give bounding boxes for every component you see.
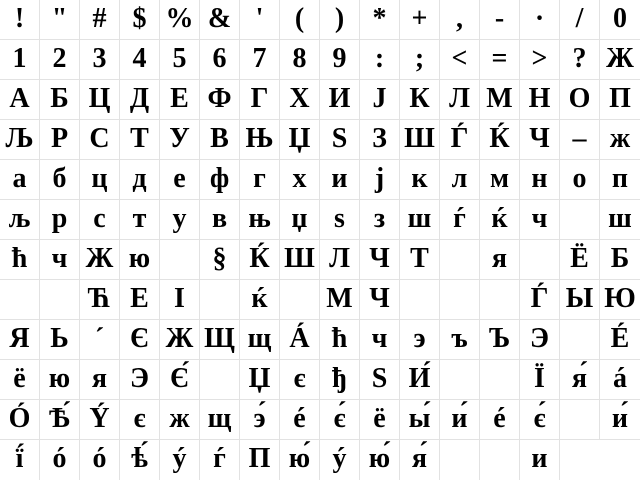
- glyph-cell[interactable]: ´: [80, 320, 120, 359]
- glyph-cell[interactable]: -: [480, 0, 520, 39]
- glyph-cell[interactable]: ј: [360, 160, 400, 199]
- glyph-cell[interactable]: у: [160, 200, 200, 239]
- glyph-cell[interactable]: [400, 280, 440, 319]
- glyph-cell[interactable]: г: [240, 160, 280, 199]
- glyph-cell[interactable]: Е: [120, 280, 160, 319]
- glyph-cell[interactable]: /: [560, 0, 600, 39]
- glyph-cell[interactable]: в: [200, 200, 240, 239]
- glyph-cell[interactable]: є: [120, 400, 160, 439]
- glyph-row: [0, 160, 640, 200]
- glyph-cell[interactable]: Ѣ́: [40, 400, 80, 439]
- glyph-cell[interactable]: Ј: [360, 80, 400, 119]
- glyph-cell[interactable]: [480, 280, 520, 319]
- glyph-cell[interactable]: Ѓ: [440, 120, 480, 159]
- glyph-cell[interactable]: К: [400, 80, 440, 119]
- glyph-cell[interactable]: Ь: [40, 320, 80, 359]
- glyph-cell[interactable]: Ж: [160, 320, 200, 359]
- glyph-cell[interactable]: д: [120, 160, 160, 199]
- glyph-cell[interactable]: ѓ: [440, 200, 480, 239]
- glyph-cell[interactable]: (: [280, 0, 320, 39]
- glyph-cell[interactable]: њ: [240, 200, 280, 239]
- glyph-cell[interactable]: 0: [613, 3, 627, 34]
- glyph-cell[interactable]: Љ: [0, 120, 40, 159]
- glyph-cell[interactable]: З: [360, 120, 400, 159]
- glyph-cell[interactable]: и: [520, 440, 560, 480]
- glyph-cell[interactable]: е: [160, 160, 200, 199]
- glyph-cell[interactable]: ю: [40, 360, 80, 399]
- glyph-cell[interactable]: ж: [609, 123, 631, 154]
- glyph-cell[interactable]: к: [400, 160, 440, 199]
- glyph-cell[interactable]: ё: [360, 400, 400, 439]
- glyph-cell[interactable]: #: [80, 0, 120, 39]
- glyph-cell[interactable]: –: [560, 120, 600, 159]
- glyph-cell[interactable]: э: [400, 320, 440, 359]
- glyph-cell[interactable]: 4: [120, 40, 160, 79]
- glyph-cell[interactable]: :: [360, 40, 400, 79]
- glyph-cell[interactable]: љ: [0, 200, 40, 239]
- glyph-cell[interactable]: ђ: [320, 360, 360, 399]
- glyph-cell[interactable]: о: [560, 160, 600, 199]
- glyph-cell[interactable]: ю: [120, 240, 160, 279]
- glyph-cell[interactable]: Т: [120, 120, 160, 159]
- glyph-cell[interactable]: м: [480, 160, 520, 199]
- glyph-cell[interactable]: Ш: [280, 240, 320, 279]
- glyph-cell[interactable]: §: [200, 240, 240, 279]
- glyph-cell[interactable]: Є: [120, 320, 160, 359]
- glyph-cell[interactable]: џ: [280, 200, 320, 239]
- glyph-cell[interactable]: [40, 280, 80, 319]
- glyph-cell[interactable]: [440, 240, 480, 279]
- glyph-cell[interactable]: И: [320, 80, 360, 119]
- glyph-cell[interactable]: ч: [40, 240, 80, 279]
- glyph-cell[interactable]: с: [80, 200, 120, 239]
- glyph-cell[interactable]: Џ: [240, 360, 280, 399]
- glyph-row: [0, 440, 640, 480]
- glyph-cell[interactable]: Щ: [200, 320, 240, 359]
- glyph-cell[interactable]: Ч: [360, 280, 400, 319]
- glyph-cell[interactable]: É: [610, 323, 630, 354]
- glyph-cell[interactable]: Ц: [80, 80, 120, 119]
- glyph-row: [0, 360, 640, 400]
- glyph-cell[interactable]: Є́: [160, 360, 200, 399]
- glyph-cell[interactable]: Ќ: [480, 120, 520, 159]
- glyph-cell[interactable]: ,: [440, 0, 480, 39]
- glyph-cell[interactable]: Ѓ: [520, 280, 560, 319]
- glyph-cell[interactable]: я: [480, 240, 520, 279]
- glyph-cell[interactable]: ц: [80, 160, 120, 199]
- glyph-cell[interactable]: є́: [320, 400, 360, 439]
- glyph-cell[interactable]: є́: [520, 400, 560, 439]
- glyph-cell[interactable]: <: [440, 40, 480, 79]
- glyph-row: [0, 80, 640, 120]
- glyph-cell[interactable]: ќ: [240, 280, 280, 319]
- glyph-cell[interactable]: ?: [560, 40, 600, 79]
- glyph-cell[interactable]: Э: [520, 320, 560, 359]
- glyph-cell[interactable]: ж: [160, 400, 200, 439]
- glyph-cell[interactable]: Ѕ: [320, 120, 360, 159]
- glyph-cell[interactable]: ч: [360, 320, 400, 359]
- glyph-cell[interactable]: Б: [40, 80, 80, 119]
- glyph-cell[interactable]: [440, 280, 480, 319]
- glyph-cell[interactable]: [560, 440, 640, 480]
- glyph-cell[interactable]: Е: [160, 80, 200, 119]
- glyph-cell[interactable]: ': [240, 0, 280, 39]
- glyph-cell[interactable]: [480, 360, 520, 399]
- glyph-cell[interactable]: Ж: [80, 240, 120, 279]
- glyph-cell[interactable]: [440, 440, 480, 480]
- glyph-cell[interactable]: з: [360, 200, 400, 239]
- glyph-row: [0, 200, 640, 240]
- glyph-cell[interactable]: ): [320, 0, 360, 39]
- glyph-cell[interactable]: Л: [320, 240, 360, 279]
- glyph-cell[interactable]: Ї: [520, 360, 560, 399]
- glyph-cell[interactable]: щ: [240, 320, 280, 359]
- glyph-cell[interactable]: ý: [320, 440, 360, 480]
- glyph-cell[interactable]: [200, 360, 240, 399]
- glyph-cell[interactable]: ḯ: [0, 440, 40, 480]
- glyph-cell[interactable]: &: [200, 0, 240, 39]
- glyph-cell[interactable]: ы́: [400, 400, 440, 439]
- glyph-cell[interactable]: !: [0, 0, 40, 39]
- glyph-cell[interactable]: Л: [440, 80, 480, 119]
- glyph-cell[interactable]: ч: [520, 200, 560, 239]
- glyph-cell[interactable]: ћ: [0, 240, 40, 279]
- glyph-cell[interactable]: Ъ: [480, 320, 520, 359]
- glyph-cell[interactable]: [560, 200, 600, 239]
- glyph-cell[interactable]: ё: [0, 360, 40, 399]
- glyph-cell[interactable]: Ó: [0, 400, 40, 439]
- glyph-cell[interactable]: э́: [240, 400, 280, 439]
- glyph-cell[interactable]: Ж: [606, 43, 634, 74]
- glyph-cell[interactable]: +: [400, 0, 440, 39]
- glyph-cell[interactable]: [440, 360, 480, 399]
- glyph-cell[interactable]: І: [160, 280, 200, 319]
- glyph-cell[interactable]: Ч: [520, 120, 560, 159]
- glyph-cell[interactable]: 8: [280, 40, 320, 79]
- glyph-cell[interactable]: п: [611, 163, 629, 194]
- glyph-cell[interactable]: М: [480, 80, 520, 119]
- glyph-cell[interactable]: У: [160, 120, 200, 159]
- glyph-cell[interactable]: Б: [610, 243, 630, 274]
- glyph-cell[interactable]: 6: [200, 40, 240, 79]
- glyph-cell[interactable]: б: [40, 160, 80, 199]
- glyph-cell[interactable]: Ќ: [240, 240, 280, 279]
- glyph-cell[interactable]: é: [480, 400, 520, 439]
- glyph-cell[interactable]: 2: [40, 40, 80, 79]
- glyph-cell[interactable]: ш: [400, 200, 440, 239]
- glyph-cell[interactable]: И́: [400, 360, 440, 399]
- glyph-cell[interactable]: и: [320, 160, 360, 199]
- glyph-cell[interactable]: Г: [240, 80, 280, 119]
- glyph-cell[interactable]: Н: [520, 80, 560, 119]
- glyph-cell[interactable]: [560, 320, 600, 359]
- glyph-cell[interactable]: ó: [40, 440, 80, 480]
- glyph-cell[interactable]: я́: [400, 440, 440, 480]
- glyph-cell[interactable]: ;: [400, 40, 440, 79]
- glyph-cell[interactable]: Á: [280, 320, 320, 359]
- glyph-cell[interactable]: $: [120, 0, 160, 39]
- glyph-cell[interactable]: ·: [520, 0, 560, 39]
- glyph-row: [0, 120, 640, 160]
- glyph-cell[interactable]: *: [360, 0, 400, 39]
- glyph-row: [0, 400, 640, 440]
- glyph-cell[interactable]: 1: [0, 40, 40, 79]
- glyph-cell[interactable]: н: [520, 160, 560, 199]
- glyph-cell[interactable]: А: [0, 80, 40, 119]
- glyph-cell[interactable]: ý: [160, 440, 200, 480]
- glyph-cell[interactable]: О: [560, 80, 600, 119]
- glyph-cell[interactable]: ": [40, 0, 80, 39]
- glyph-cell[interactable]: х: [280, 160, 320, 199]
- glyph-cell[interactable]: ó: [80, 440, 120, 480]
- glyph-cell[interactable]: Ý: [80, 400, 120, 439]
- glyph-cell[interactable]: я: [80, 360, 120, 399]
- glyph-cell[interactable]: Ѕ: [360, 360, 400, 399]
- glyph-cell[interactable]: ѕ: [320, 200, 360, 239]
- glyph-cell[interactable]: и́: [440, 400, 480, 439]
- glyph-cell[interactable]: [480, 440, 520, 480]
- glyph-cell[interactable]: ю́: [280, 440, 320, 480]
- glyph-cell[interactable]: 3: [80, 40, 120, 79]
- glyph-cell[interactable]: 7: [240, 40, 280, 79]
- glyph-cell[interactable]: ѓ: [200, 440, 240, 480]
- glyph-cell[interactable]: л: [440, 160, 480, 199]
- glyph-cell[interactable]: Ш: [400, 120, 440, 159]
- glyph-cell[interactable]: и́: [611, 403, 629, 434]
- glyph-cell[interactable]: щ: [200, 400, 240, 439]
- glyph-cell[interactable]: [560, 400, 600, 439]
- glyph-row: [0, 320, 640, 360]
- glyph-cell[interactable]: р: [40, 200, 80, 239]
- glyph-cell[interactable]: Ч: [360, 240, 400, 279]
- glyph-row: [0, 240, 640, 280]
- glyph-row: [0, 280, 640, 320]
- glyph-cell[interactable]: Т: [400, 240, 440, 279]
- glyph-cell[interactable]: ъ: [440, 320, 480, 359]
- glyph-cell[interactable]: В: [200, 120, 240, 159]
- glyph-cell[interactable]: 5: [160, 40, 200, 79]
- glyph-cell[interactable]: М: [320, 280, 360, 319]
- glyph-cell[interactable]: ю́: [360, 440, 400, 480]
- glyph-cell[interactable]: Д: [120, 80, 160, 119]
- glyph-cell[interactable]: Ё: [560, 240, 600, 279]
- glyph-cell[interactable]: >: [520, 40, 560, 79]
- glyph-cell[interactable]: á: [613, 363, 627, 394]
- glyph-cell[interactable]: Э: [120, 360, 160, 399]
- glyph-cell[interactable]: П: [609, 83, 631, 114]
- glyph-cell[interactable]: Ю: [604, 283, 636, 314]
- glyph-row: [0, 40, 640, 80]
- glyph-cell[interactable]: [200, 280, 240, 319]
- glyph-cell[interactable]: ќ: [480, 200, 520, 239]
- glyph-cell[interactable]: Я: [0, 320, 40, 359]
- glyph-cell[interactable]: [280, 280, 320, 319]
- glyph-cell[interactable]: %: [160, 0, 200, 39]
- glyph-cell[interactable]: Њ: [240, 120, 280, 159]
- glyph-cell[interactable]: а: [0, 160, 40, 199]
- glyph-cell[interactable]: ћ: [320, 320, 360, 359]
- glyph-cell[interactable]: П: [240, 440, 280, 480]
- glyph-cell[interactable]: 9: [320, 40, 360, 79]
- glyph-cell[interactable]: [0, 280, 40, 319]
- glyph-cell[interactable]: ѣ́: [120, 440, 160, 480]
- glyph-cell[interactable]: ш: [608, 203, 632, 234]
- glyph-cell[interactable]: є: [280, 360, 320, 399]
- glyph-cell[interactable]: Ф: [200, 80, 240, 119]
- glyph-cell[interactable]: Џ: [280, 120, 320, 159]
- glyph-cell[interactable]: Ы: [560, 280, 600, 319]
- glyph-cell[interactable]: Р: [40, 120, 80, 159]
- glyph-cell[interactable]: т: [120, 200, 160, 239]
- glyph-cell[interactable]: =: [480, 40, 520, 79]
- glyph-cell[interactable]: Ћ: [80, 280, 120, 319]
- glyph-cell[interactable]: [520, 240, 560, 279]
- glyph-cell[interactable]: [160, 240, 200, 279]
- glyph-row: [0, 0, 640, 40]
- glyph-cell[interactable]: С: [80, 120, 120, 159]
- glyph-cell[interactable]: Х: [280, 80, 320, 119]
- glyph-cell[interactable]: é: [280, 400, 320, 439]
- glyph-cell[interactable]: ф: [200, 160, 240, 199]
- glyph-cell[interactable]: я́: [560, 360, 600, 399]
